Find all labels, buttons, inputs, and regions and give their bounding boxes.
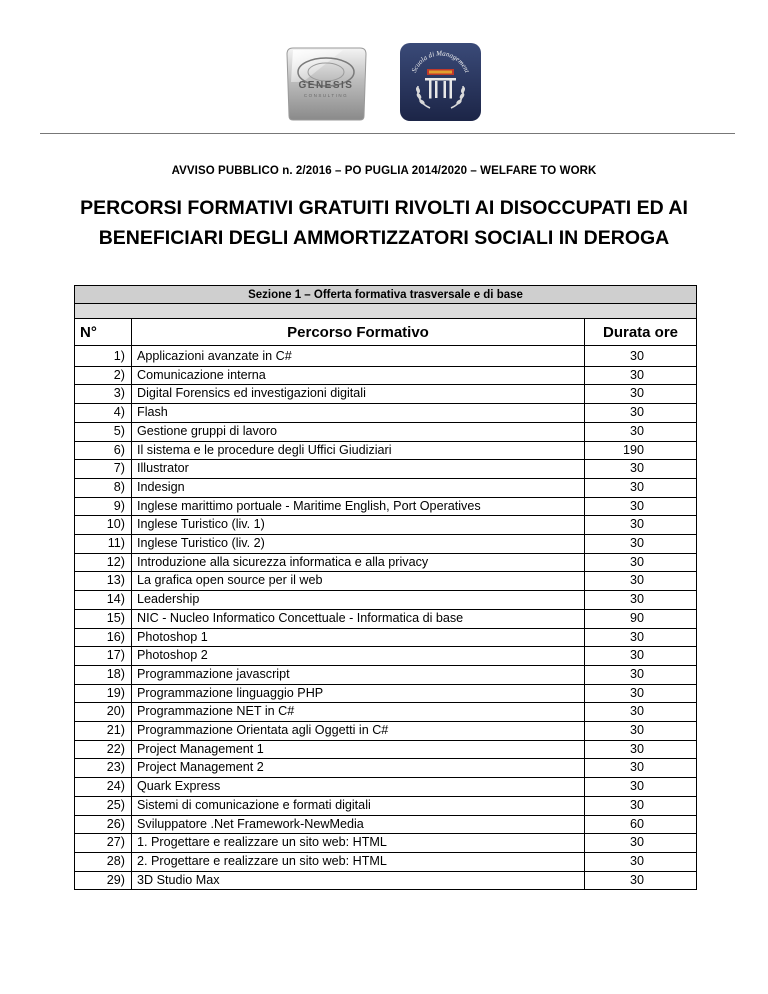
course-number: 4) — [75, 404, 132, 423]
course-list — [75, 346, 697, 890]
course-number: 14) — [75, 591, 132, 610]
heading-line-2: BENEFICIARI DEGLI AMMORTIZZATORI SOCIALI IN DEROGA — [98, 227, 670, 249]
course-duration: 30 — [585, 647, 697, 666]
course-name: Sistemi di comunicazione e formati digitali — [132, 796, 585, 815]
column-header-row — [75, 319, 697, 346]
course-number: 26) — [75, 815, 132, 834]
course-name: Programmazione NET in C# — [132, 703, 585, 722]
table-row — [75, 591, 697, 610]
table-row — [75, 404, 697, 423]
course-duration: 30 — [585, 366, 697, 385]
courses-table — [74, 285, 697, 890]
course-number: 16) — [75, 628, 132, 647]
course-duration: 30 — [585, 535, 697, 554]
course-name: Programmazione Orientata agli Oggetti in C# — [132, 722, 585, 741]
course-duration: 30 — [585, 834, 697, 853]
course-duration: 90 — [585, 609, 697, 628]
table-row — [75, 628, 697, 647]
course-name: Comunicazione interna — [132, 366, 585, 385]
course-duration: 30 — [585, 852, 697, 871]
table-row — [75, 366, 697, 385]
table-row — [75, 441, 697, 460]
table-row — [75, 553, 697, 572]
table-row — [75, 703, 697, 722]
course-name: Gestione gruppi di lavoro — [132, 422, 585, 441]
table-row — [75, 647, 697, 666]
course-name: Photoshop 2 — [132, 647, 585, 666]
course-name: Photoshop 1 — [132, 628, 585, 647]
course-duration: 30 — [585, 759, 697, 778]
course-name: Flash — [132, 404, 585, 423]
header-divider — [40, 133, 735, 134]
column-header-duration: Durata ore — [585, 319, 697, 346]
course-duration: 30 — [585, 497, 697, 516]
course-duration: 30 — [585, 385, 697, 404]
course-name: 1. Progettare e realizzare un sito web: HTML — [132, 834, 585, 853]
table-row — [75, 778, 697, 797]
scuola-di-management-logo — [398, 42, 483, 122]
document-heading — [40, 193, 728, 253]
course-number: 13) — [75, 572, 132, 591]
course-duration: 30 — [585, 778, 697, 797]
course-number: 27) — [75, 834, 132, 853]
section-spacer-row — [75, 304, 697, 319]
course-number: 24) — [75, 778, 132, 797]
course-name: NIC - Nucleo Informatico Concettuale - Informatica di base — [132, 609, 585, 628]
course-number: 23) — [75, 759, 132, 778]
table-row — [75, 740, 697, 759]
course-duration: 30 — [585, 722, 697, 741]
section-header-row — [75, 286, 697, 304]
course-number: 8) — [75, 478, 132, 497]
course-name: 2. Progettare e realizzare un sito web: HTML — [132, 852, 585, 871]
course-name: Quark Express — [132, 778, 585, 797]
section-title: Sezione 1 – Offerta formativa trasversale e di base — [75, 286, 697, 304]
course-duration: 60 — [585, 815, 697, 834]
course-name: 3D Studio Max — [132, 871, 585, 890]
course-number: 5) — [75, 422, 132, 441]
course-number: 17) — [75, 647, 132, 666]
course-number: 1) — [75, 346, 132, 367]
scuola-logo-arc-text: Scuola di Management — [409, 49, 472, 74]
course-duration: 30 — [585, 422, 697, 441]
course-name: Inglese marittimo portuale - Maritime English, Port Operatives — [132, 497, 585, 516]
course-duration: 30 — [585, 684, 697, 703]
table-row — [75, 346, 697, 367]
heading-line-1: PERCORSI FORMATIVI GRATUITI RIVOLTI AI DISOCCUPATI ED AI — [80, 197, 688, 219]
course-number: 18) — [75, 665, 132, 684]
course-name: Leadership — [132, 591, 585, 610]
course-name: Indesign — [132, 478, 585, 497]
course-name: Project Management 1 — [132, 740, 585, 759]
course-number: 2) — [75, 366, 132, 385]
course-name: Applicazioni avanzate in C# — [132, 346, 585, 367]
course-number: 28) — [75, 852, 132, 871]
course-name: Digital Forensics ed investigazioni digitali — [132, 385, 585, 404]
course-name: La grafica open source per il web — [132, 572, 585, 591]
course-number: 12) — [75, 553, 132, 572]
table-row — [75, 815, 697, 834]
course-name: Programmazione linguaggio PHP — [132, 684, 585, 703]
course-duration: 30 — [585, 740, 697, 759]
course-duration: 190 — [585, 441, 697, 460]
course-name: Illustrator — [132, 460, 585, 479]
course-name: Il sistema e le procedure degli Uffici Giudiziari — [132, 441, 585, 460]
notice-title: AVVISO PUBBLICO n. 2/2016 – PO PUGLIA 2014/2020 – WELFARE TO WORK — [171, 165, 597, 177]
genesis-logo-text: GENESIS — [298, 80, 354, 91]
course-number: 29) — [75, 871, 132, 890]
table-row — [75, 609, 697, 628]
course-number: 9) — [75, 497, 132, 516]
table-row — [75, 572, 697, 591]
course-duration: 30 — [585, 703, 697, 722]
course-duration: 30 — [585, 796, 697, 815]
course-duration: 30 — [585, 553, 697, 572]
course-number: 15) — [75, 609, 132, 628]
course-name: Inglese Turistico (liv. 2) — [132, 535, 585, 554]
course-number: 25) — [75, 796, 132, 815]
column-header-number: N° — [75, 319, 132, 346]
genesis-consulting-logo — [283, 42, 370, 122]
course-duration: 30 — [585, 404, 697, 423]
table-row — [75, 497, 697, 516]
course-number: 7) — [75, 460, 132, 479]
course-number: 20) — [75, 703, 132, 722]
table-row — [75, 759, 697, 778]
table-row — [75, 422, 697, 441]
logo-bar — [0, 40, 768, 124]
table-row — [75, 796, 697, 815]
table-row — [75, 834, 697, 853]
course-name: Sviluppatore .Net Framework-NewMedia — [132, 815, 585, 834]
table-row — [75, 478, 697, 497]
course-duration: 30 — [585, 572, 697, 591]
course-duration: 30 — [585, 478, 697, 497]
table-row — [75, 665, 697, 684]
course-duration: 30 — [585, 516, 697, 535]
genesis-logo-subtext: CONSULTING — [303, 93, 349, 98]
course-duration: 30 — [585, 871, 697, 890]
course-number: 3) — [75, 385, 132, 404]
table-row — [75, 460, 697, 479]
course-name: Introduzione alla sicurezza informatica e alla privacy — [132, 553, 585, 572]
table-row — [75, 535, 697, 554]
table-row — [75, 871, 697, 890]
course-name: Project Management 2 — [132, 759, 585, 778]
course-number: 6) — [75, 441, 132, 460]
column-header-course: Percorso Formativo — [132, 319, 585, 346]
table-row — [75, 722, 697, 741]
course-duration: 30 — [585, 346, 697, 367]
table-row — [75, 385, 697, 404]
course-number: 19) — [75, 684, 132, 703]
course-duration: 30 — [585, 591, 697, 610]
table-row — [75, 852, 697, 871]
course-number: 11) — [75, 535, 132, 554]
course-duration: 30 — [585, 628, 697, 647]
course-name: Inglese Turistico (liv. 1) — [132, 516, 585, 535]
course-name: Programmazione javascript — [132, 665, 585, 684]
course-number: 21) — [75, 722, 132, 741]
course-number: 22) — [75, 740, 132, 759]
course-duration: 30 — [585, 460, 697, 479]
course-duration: 30 — [585, 665, 697, 684]
course-number: 10) — [75, 516, 132, 535]
table-row — [75, 684, 697, 703]
table-row — [75, 516, 697, 535]
